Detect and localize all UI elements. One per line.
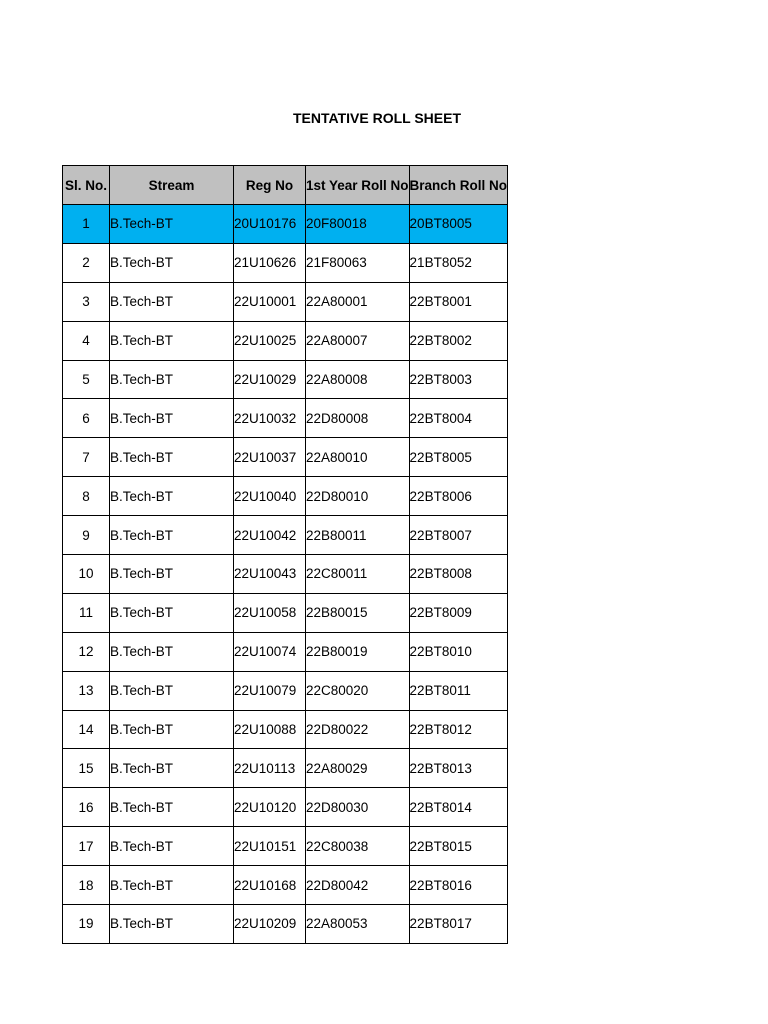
cell-first-year-roll-no: 20F80018 bbox=[306, 205, 410, 244]
cell-first-year-roll-no: 22D80010 bbox=[306, 477, 410, 516]
cell-sl-no: 18 bbox=[63, 866, 110, 905]
cell-stream: B.Tech-BT bbox=[110, 749, 234, 788]
table-row bbox=[63, 477, 508, 516]
cell-sl-no: 8 bbox=[63, 477, 110, 516]
cell-stream: B.Tech-BT bbox=[110, 438, 234, 477]
cell-reg-no: 22U10001 bbox=[234, 282, 306, 321]
cell-stream: B.Tech-BT bbox=[110, 205, 234, 244]
cell-first-year-roll-no: 22A80007 bbox=[306, 321, 410, 360]
cell-reg-no: 22U10032 bbox=[234, 399, 306, 438]
cell-first-year-roll-no: 22A80008 bbox=[306, 360, 410, 399]
table-row bbox=[63, 827, 508, 866]
cell-reg-no: 21U10626 bbox=[234, 243, 306, 282]
table-row bbox=[63, 788, 508, 827]
cell-branch-roll-no: 22BT8011 bbox=[409, 671, 508, 710]
cell-reg-no: 20U10176 bbox=[234, 205, 306, 244]
cell-stream: B.Tech-BT bbox=[110, 555, 234, 594]
roll-sheet-table bbox=[62, 165, 508, 944]
cell-stream: B.Tech-BT bbox=[110, 593, 234, 632]
cell-first-year-roll-no: 22C80020 bbox=[306, 671, 410, 710]
cell-reg-no: 22U10040 bbox=[234, 477, 306, 516]
cell-first-year-roll-no: 22D80030 bbox=[306, 788, 410, 827]
table-row bbox=[63, 438, 508, 477]
cell-sl-no: 5 bbox=[63, 360, 110, 399]
cell-sl-no: 10 bbox=[63, 555, 110, 594]
cell-reg-no: 22U10079 bbox=[234, 671, 306, 710]
cell-reg-no: 22U10058 bbox=[234, 593, 306, 632]
cell-branch-roll-no: 22BT8004 bbox=[409, 399, 508, 438]
cell-first-year-roll-no: 22A80001 bbox=[306, 282, 410, 321]
cell-stream: B.Tech-BT bbox=[110, 905, 234, 944]
column-header-branch-roll-no: Branch Roll No bbox=[409, 166, 508, 205]
cell-sl-no: 13 bbox=[63, 671, 110, 710]
cell-first-year-roll-no: 22A80010 bbox=[306, 438, 410, 477]
cell-reg-no: 22U10113 bbox=[234, 749, 306, 788]
cell-stream: B.Tech-BT bbox=[110, 866, 234, 905]
cell-sl-no: 9 bbox=[63, 516, 110, 555]
cell-first-year-roll-no: 22C80038 bbox=[306, 827, 410, 866]
cell-stream: B.Tech-BT bbox=[110, 399, 234, 438]
cell-stream: B.Tech-BT bbox=[110, 827, 234, 866]
cell-reg-no: 22U10151 bbox=[234, 827, 306, 866]
cell-branch-roll-no: 22BT8008 bbox=[409, 555, 508, 594]
cell-branch-roll-no: 22BT8013 bbox=[409, 749, 508, 788]
column-header-stream: Stream bbox=[110, 166, 234, 205]
cell-stream: B.Tech-BT bbox=[110, 282, 234, 321]
table-row bbox=[63, 555, 508, 594]
cell-stream: B.Tech-BT bbox=[110, 632, 234, 671]
cell-branch-roll-no: 22BT8016 bbox=[409, 866, 508, 905]
cell-stream: B.Tech-BT bbox=[110, 360, 234, 399]
table-row bbox=[63, 205, 508, 244]
cell-stream: B.Tech-BT bbox=[110, 671, 234, 710]
cell-stream: B.Tech-BT bbox=[110, 710, 234, 749]
cell-sl-no: 7 bbox=[63, 438, 110, 477]
cell-branch-roll-no: 22BT8006 bbox=[409, 477, 508, 516]
cell-stream: B.Tech-BT bbox=[110, 477, 234, 516]
cell-sl-no: 15 bbox=[63, 749, 110, 788]
cell-reg-no: 22U10168 bbox=[234, 866, 306, 905]
cell-stream: B.Tech-BT bbox=[110, 788, 234, 827]
cell-branch-roll-no: 22BT8010 bbox=[409, 632, 508, 671]
cell-first-year-roll-no: 22B80015 bbox=[306, 593, 410, 632]
table-row bbox=[63, 866, 508, 905]
cell-reg-no: 22U10074 bbox=[234, 632, 306, 671]
cell-sl-no: 3 bbox=[63, 282, 110, 321]
cell-branch-roll-no: 22BT8002 bbox=[409, 321, 508, 360]
table-row bbox=[63, 516, 508, 555]
cell-branch-roll-no: 22BT8009 bbox=[409, 593, 508, 632]
cell-sl-no: 17 bbox=[63, 827, 110, 866]
cell-first-year-roll-no: 22B80019 bbox=[306, 632, 410, 671]
cell-reg-no: 22U10088 bbox=[234, 710, 306, 749]
cell-sl-no: 16 bbox=[63, 788, 110, 827]
cell-branch-roll-no: 22BT8015 bbox=[409, 827, 508, 866]
cell-stream: B.Tech-BT bbox=[110, 243, 234, 282]
cell-reg-no: 22U10042 bbox=[234, 516, 306, 555]
cell-reg-no: 22U10025 bbox=[234, 321, 306, 360]
table-row bbox=[63, 632, 508, 671]
table-row bbox=[63, 399, 508, 438]
cell-branch-roll-no: 21BT8052 bbox=[409, 243, 508, 282]
title-viewport bbox=[60, 108, 464, 128]
cell-branch-roll-no: 22BT8017 bbox=[409, 905, 508, 944]
table-row bbox=[63, 905, 508, 944]
cell-first-year-roll-no: 22A80053 bbox=[306, 905, 410, 944]
table-body bbox=[63, 205, 508, 944]
cell-first-year-roll-no: 22D80042 bbox=[306, 866, 410, 905]
column-header-reg-no: Reg No bbox=[234, 166, 306, 205]
cell-sl-no: 12 bbox=[63, 632, 110, 671]
table-row bbox=[63, 671, 508, 710]
cell-reg-no: 22U10120 bbox=[234, 788, 306, 827]
cell-stream: B.Tech-BT bbox=[110, 516, 234, 555]
cell-sl-no: 19 bbox=[63, 905, 110, 944]
page-title: TENTATIVE ROLL SHEET bbox=[293, 110, 462, 126]
cell-first-year-roll-no: 22D80008 bbox=[306, 399, 410, 438]
cell-sl-no: 1 bbox=[63, 205, 110, 244]
column-header-first-year-roll-no: 1st Year Roll No bbox=[306, 166, 410, 205]
cell-branch-roll-no: 22BT8001 bbox=[409, 282, 508, 321]
table-header-row bbox=[63, 166, 508, 205]
cell-reg-no: 22U10043 bbox=[234, 555, 306, 594]
cell-sl-no: 4 bbox=[63, 321, 110, 360]
cell-first-year-roll-no: 21F80063 bbox=[306, 243, 410, 282]
table-row bbox=[63, 360, 508, 399]
table-row bbox=[63, 282, 508, 321]
cell-first-year-roll-no: 22D80022 bbox=[306, 710, 410, 749]
cell-branch-roll-no: 22BT8012 bbox=[409, 710, 508, 749]
column-header-sl-no: Sl. No. bbox=[63, 166, 110, 205]
table-row bbox=[63, 243, 508, 282]
cell-sl-no: 6 bbox=[63, 399, 110, 438]
cell-first-year-roll-no: 22B80011 bbox=[306, 516, 410, 555]
table-row bbox=[63, 710, 508, 749]
cell-branch-roll-no: 22BT8007 bbox=[409, 516, 508, 555]
cell-first-year-roll-no: 22C80011 bbox=[306, 555, 410, 594]
cell-sl-no: 11 bbox=[63, 593, 110, 632]
cell-stream: B.Tech-BT bbox=[110, 321, 234, 360]
cell-branch-roll-no: 22BT8014 bbox=[409, 788, 508, 827]
cell-sl-no: 2 bbox=[63, 243, 110, 282]
cell-branch-roll-no: 22BT8003 bbox=[409, 360, 508, 399]
cell-sl-no: 14 bbox=[63, 710, 110, 749]
cell-first-year-roll-no: 22A80029 bbox=[306, 749, 410, 788]
table-row bbox=[63, 749, 508, 788]
table-row bbox=[63, 593, 508, 632]
table-row bbox=[63, 321, 508, 360]
cell-branch-roll-no: 22BT8005 bbox=[409, 438, 508, 477]
cell-reg-no: 22U10209 bbox=[234, 905, 306, 944]
cell-reg-no: 22U10029 bbox=[234, 360, 306, 399]
cell-reg-no: 22U10037 bbox=[234, 438, 306, 477]
cell-branch-roll-no: 20BT8005 bbox=[409, 205, 508, 244]
